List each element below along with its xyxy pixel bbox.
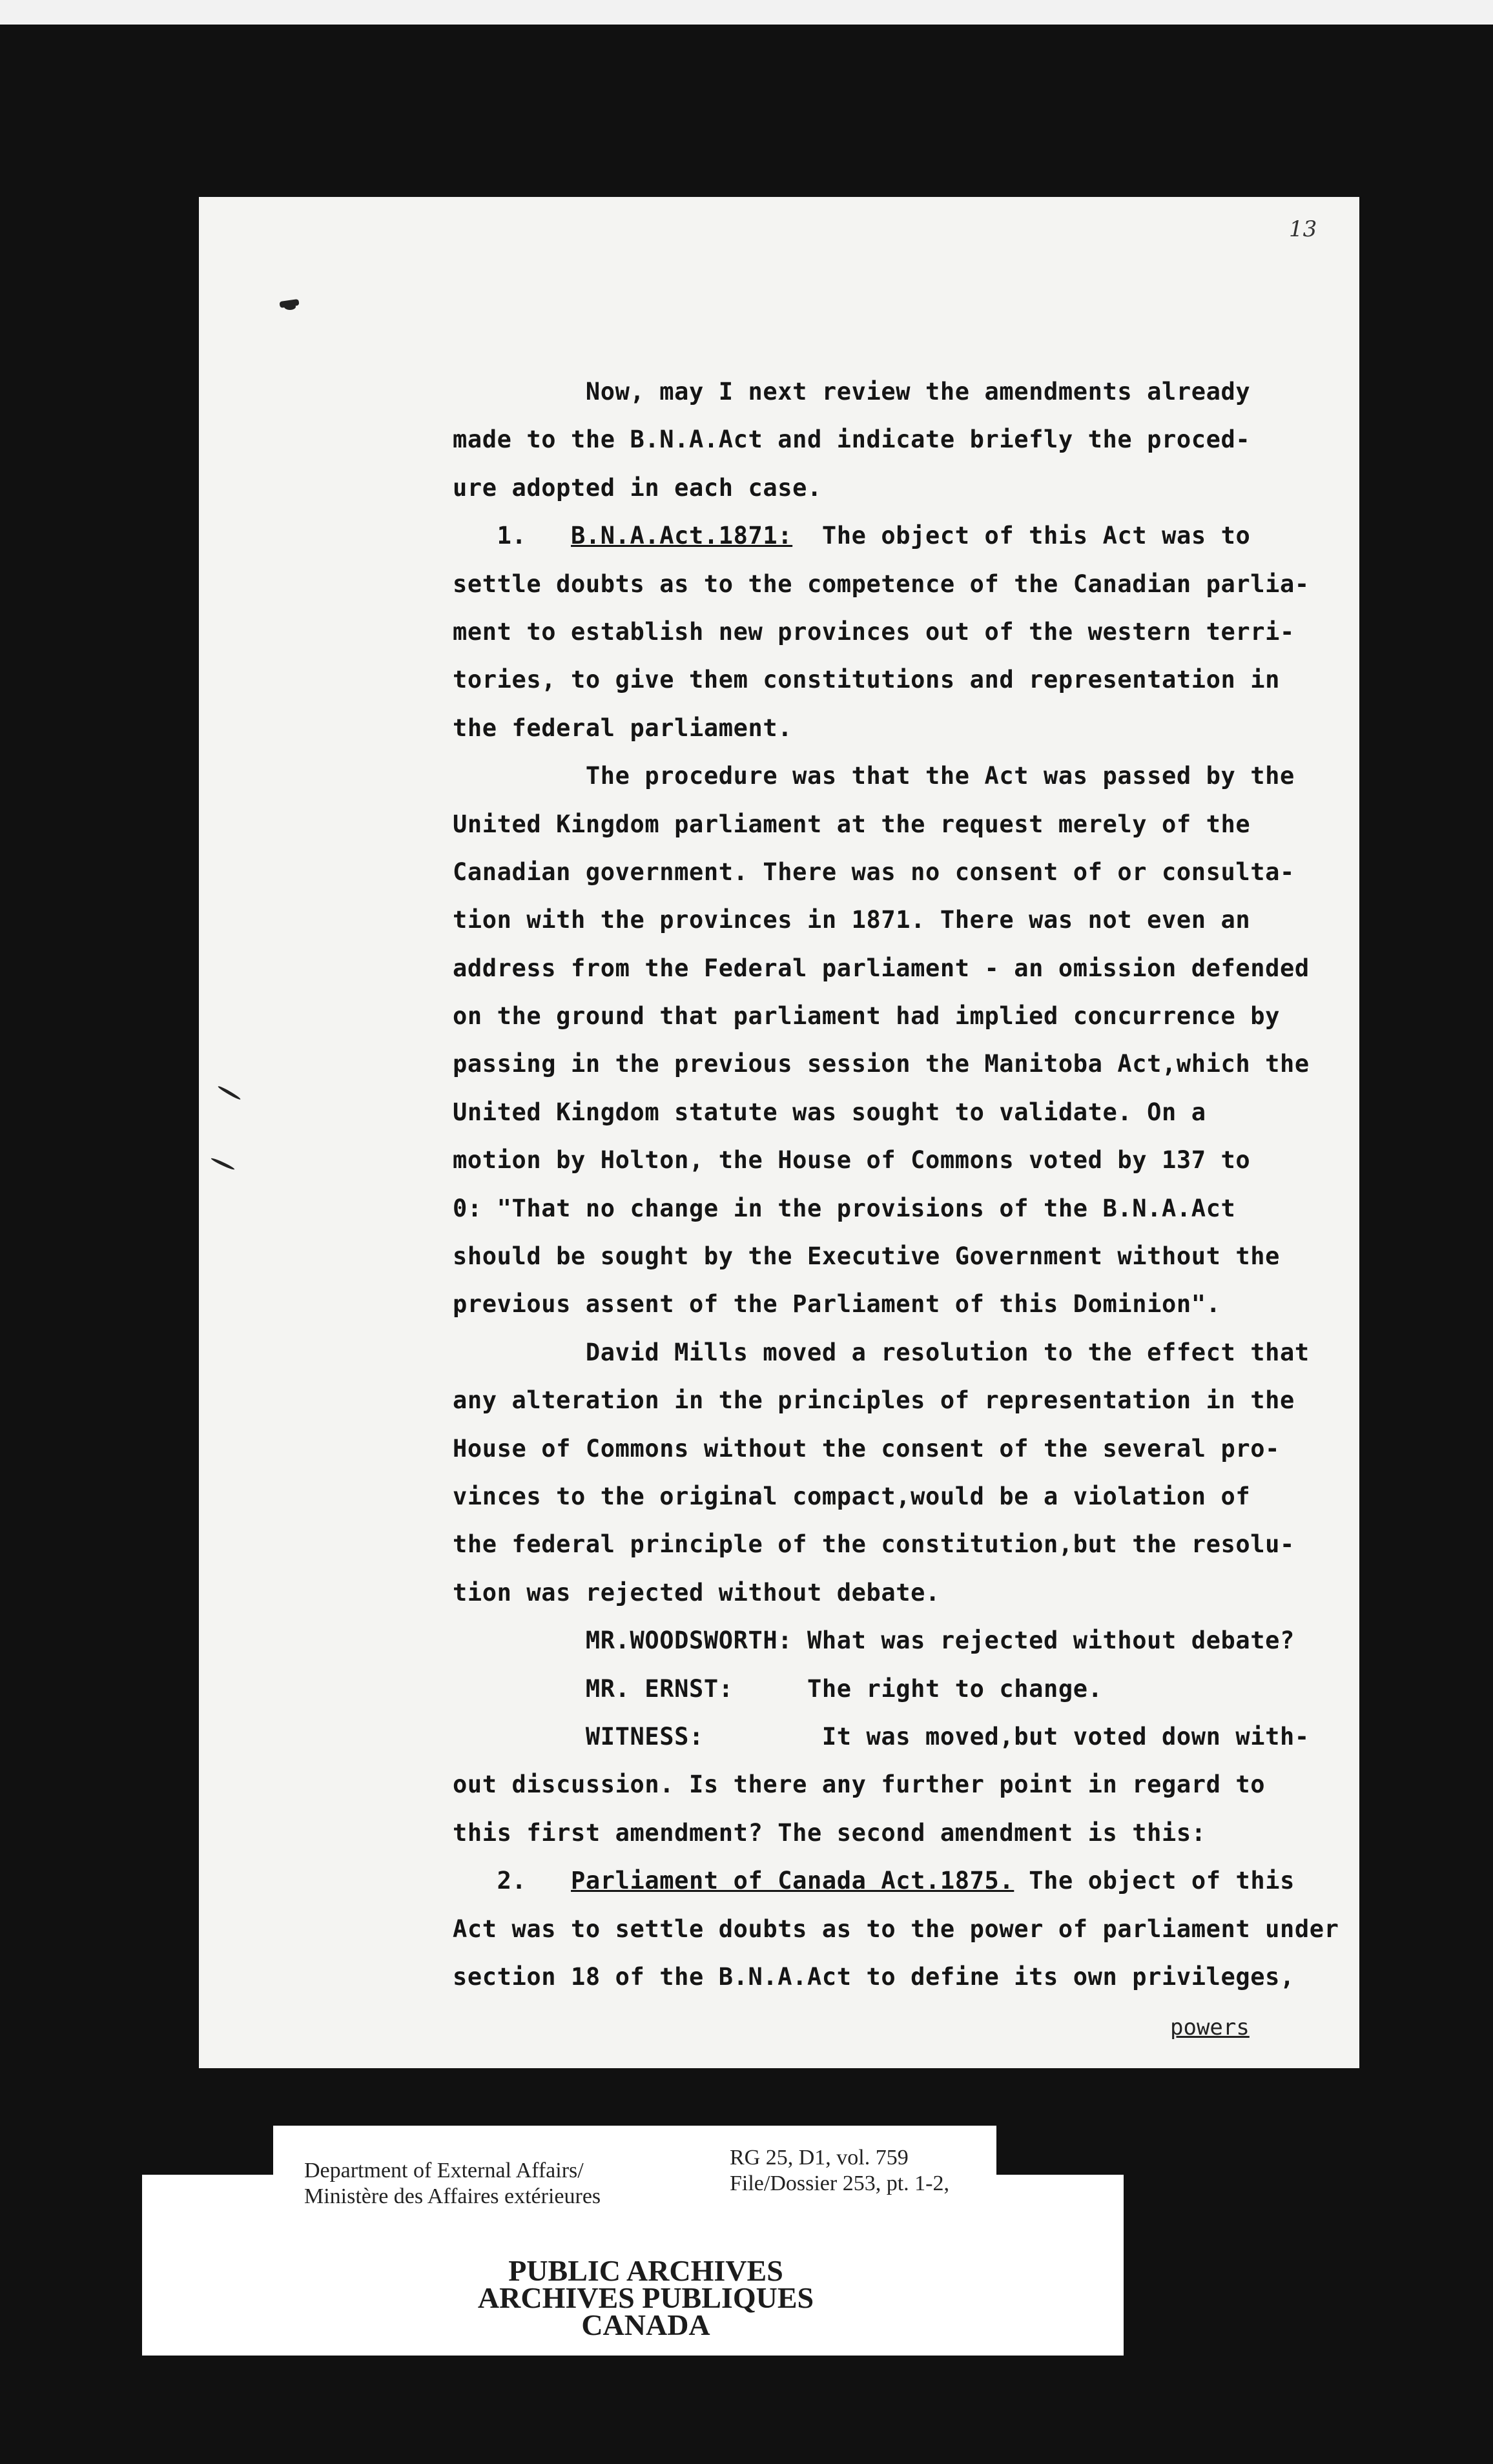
text-line <box>453 416 1357 464</box>
text-line <box>453 1280 1357 1328</box>
typewritten-body <box>453 368 1357 2001</box>
text-line <box>453 656 1357 704</box>
line-text: any alteration in the principles of representation in the <box>453 1386 1295 1415</box>
text-line <box>453 1905 1357 1953</box>
line-text: out discussion. Is there any further point in regard to <box>453 1771 1266 1799</box>
text-line <box>453 1329 1357 1377</box>
text-line <box>453 848 1357 896</box>
text-line <box>453 1761 1357 1809</box>
text-line <box>453 1953 1357 2001</box>
line-text: United Kingdom statute was sought to validate. On a <box>453 1098 1206 1126</box>
line-text: made to the B.N.A.Act and indicate briefly the proced- <box>453 426 1251 454</box>
text-line <box>453 560 1357 608</box>
text-line <box>453 1809 1357 1857</box>
text-line <box>453 1089 1357 1136</box>
text-line <box>453 801 1357 848</box>
text-line <box>453 1040 1357 1088</box>
carry-over-word: powers <box>1170 2015 1250 2040</box>
line-text: The procedure was that the Act was passed by the <box>585 762 1295 790</box>
text-line <box>453 608 1357 656</box>
department-block <box>304 2158 601 2210</box>
line-text: on the ground that parliament had implied concurrence by <box>453 1002 1281 1031</box>
text-line <box>453 1665 1357 1713</box>
section-number: 2. <box>497 1867 571 1895</box>
text-line <box>453 1136 1357 1184</box>
section-heading: Parliament of Canada Act.1875. <box>571 1867 1014 1895</box>
department-en: Department of External Affairs/ <box>304 2159 584 2182</box>
line-text: vinces to the original compact,would be a violation of <box>453 1482 1251 1510</box>
line-text: motion by Holton, the House of Commons voted by 137 to <box>453 1146 1251 1175</box>
document-page <box>199 197 1359 2068</box>
file-number: File/Dossier 253, pt. 1-2, <box>730 2171 949 2195</box>
text-line <box>453 1185 1357 1233</box>
line-text: the federal principle of the constitution,but the resolu- <box>453 1530 1295 1559</box>
line-text: MR. ERNST: The right to change. <box>585 1674 1103 1703</box>
section-heading: B.N.A.Act.1871: <box>571 522 793 550</box>
line-text: tories, to give them constitutions and representation in <box>453 666 1281 694</box>
page-number: 13 <box>1289 216 1317 242</box>
text-line <box>453 1713 1357 1761</box>
text-line <box>453 1425 1357 1473</box>
line-text: ure adopted in each case. <box>453 473 822 502</box>
reference-label <box>273 2126 996 2237</box>
line-text: section 18 of the B.N.A.Act to define its own privileges, <box>453 1962 1295 1991</box>
stamp-line-2: ARCHIVES PUBLIQUES <box>477 2281 814 2314</box>
text-line <box>453 464 1357 512</box>
line-text: House of Commons without the consent of the several pro- <box>453 1434 1281 1463</box>
line-text: The object of this Act was to <box>792 522 1251 550</box>
line-text: should be sought by the Executive Government without the <box>453 1242 1281 1271</box>
text-line <box>453 1377 1357 1424</box>
text-line <box>453 896 1357 944</box>
line-text: MR.WOODSWORTH: What was rejected without debate? <box>585 1627 1295 1655</box>
ink-speck <box>284 303 296 310</box>
line-text: 0: "That no change in the provisions of the B.N.A.Act <box>453 1194 1236 1222</box>
stamp-line-1: PUBLIC ARCHIVES <box>508 2254 783 2287</box>
section-number: 1. <box>497 522 571 550</box>
text-line <box>453 1473 1357 1521</box>
text-line <box>453 512 1357 560</box>
text-line <box>453 1233 1357 1280</box>
text-line <box>453 704 1357 752</box>
line-text: passing in the previous session the Manitoba Act,which the <box>453 1050 1310 1078</box>
line-text: settle doubts as to the competence of the Canadian parlia- <box>453 570 1310 598</box>
line-text: David Mills moved a resolution to the effect that <box>585 1338 1310 1366</box>
text-line <box>453 752 1357 800</box>
text-line <box>453 992 1357 1040</box>
text-line <box>453 1569 1357 1617</box>
text-line <box>453 368 1357 416</box>
line-text: The object of this <box>1014 1867 1295 1895</box>
line-text: address from the Federal parliament - an omission defended <box>453 954 1310 982</box>
line-text: Canadian government. There was no consent of or consulta- <box>453 857 1295 886</box>
department-fr: Ministère des Affaires extérieures <box>304 2184 601 2208</box>
line-text: this first amendment? The second amendment is this: <box>453 1818 1206 1847</box>
line-text: tion was rejected without debate. <box>453 1578 940 1607</box>
stamp-line-3: CANADA <box>581 2308 710 2341</box>
reference-block <box>730 2145 949 2197</box>
line-text: United Kingdom parliament at the request merely of the <box>453 810 1251 838</box>
text-line <box>453 945 1357 992</box>
film-top-border <box>0 0 1493 25</box>
text-line <box>453 1521 1357 1568</box>
line-text: WITNESS: It was moved,but voted down with- <box>585 1722 1310 1750</box>
line-text: previous assent of the Parliament of this Dominion". <box>453 1290 1221 1319</box>
text-line <box>453 1857 1357 1905</box>
line-text: tion with the provinces in 1871. There was not even an <box>453 906 1251 934</box>
line-text: Now, may I next review the amendments already <box>585 378 1251 406</box>
record-group: RG 25, D1, vol. 759 <box>730 2146 909 2170</box>
line-text: Act was to settle doubts as to the power of parliament under <box>453 1915 1339 1943</box>
line-text: ment to establish new provinces out of the western terri- <box>453 617 1295 646</box>
text-line <box>453 1617 1357 1665</box>
archive-stamp <box>142 2254 1149 2341</box>
line-text: the federal parliament. <box>453 714 793 742</box>
